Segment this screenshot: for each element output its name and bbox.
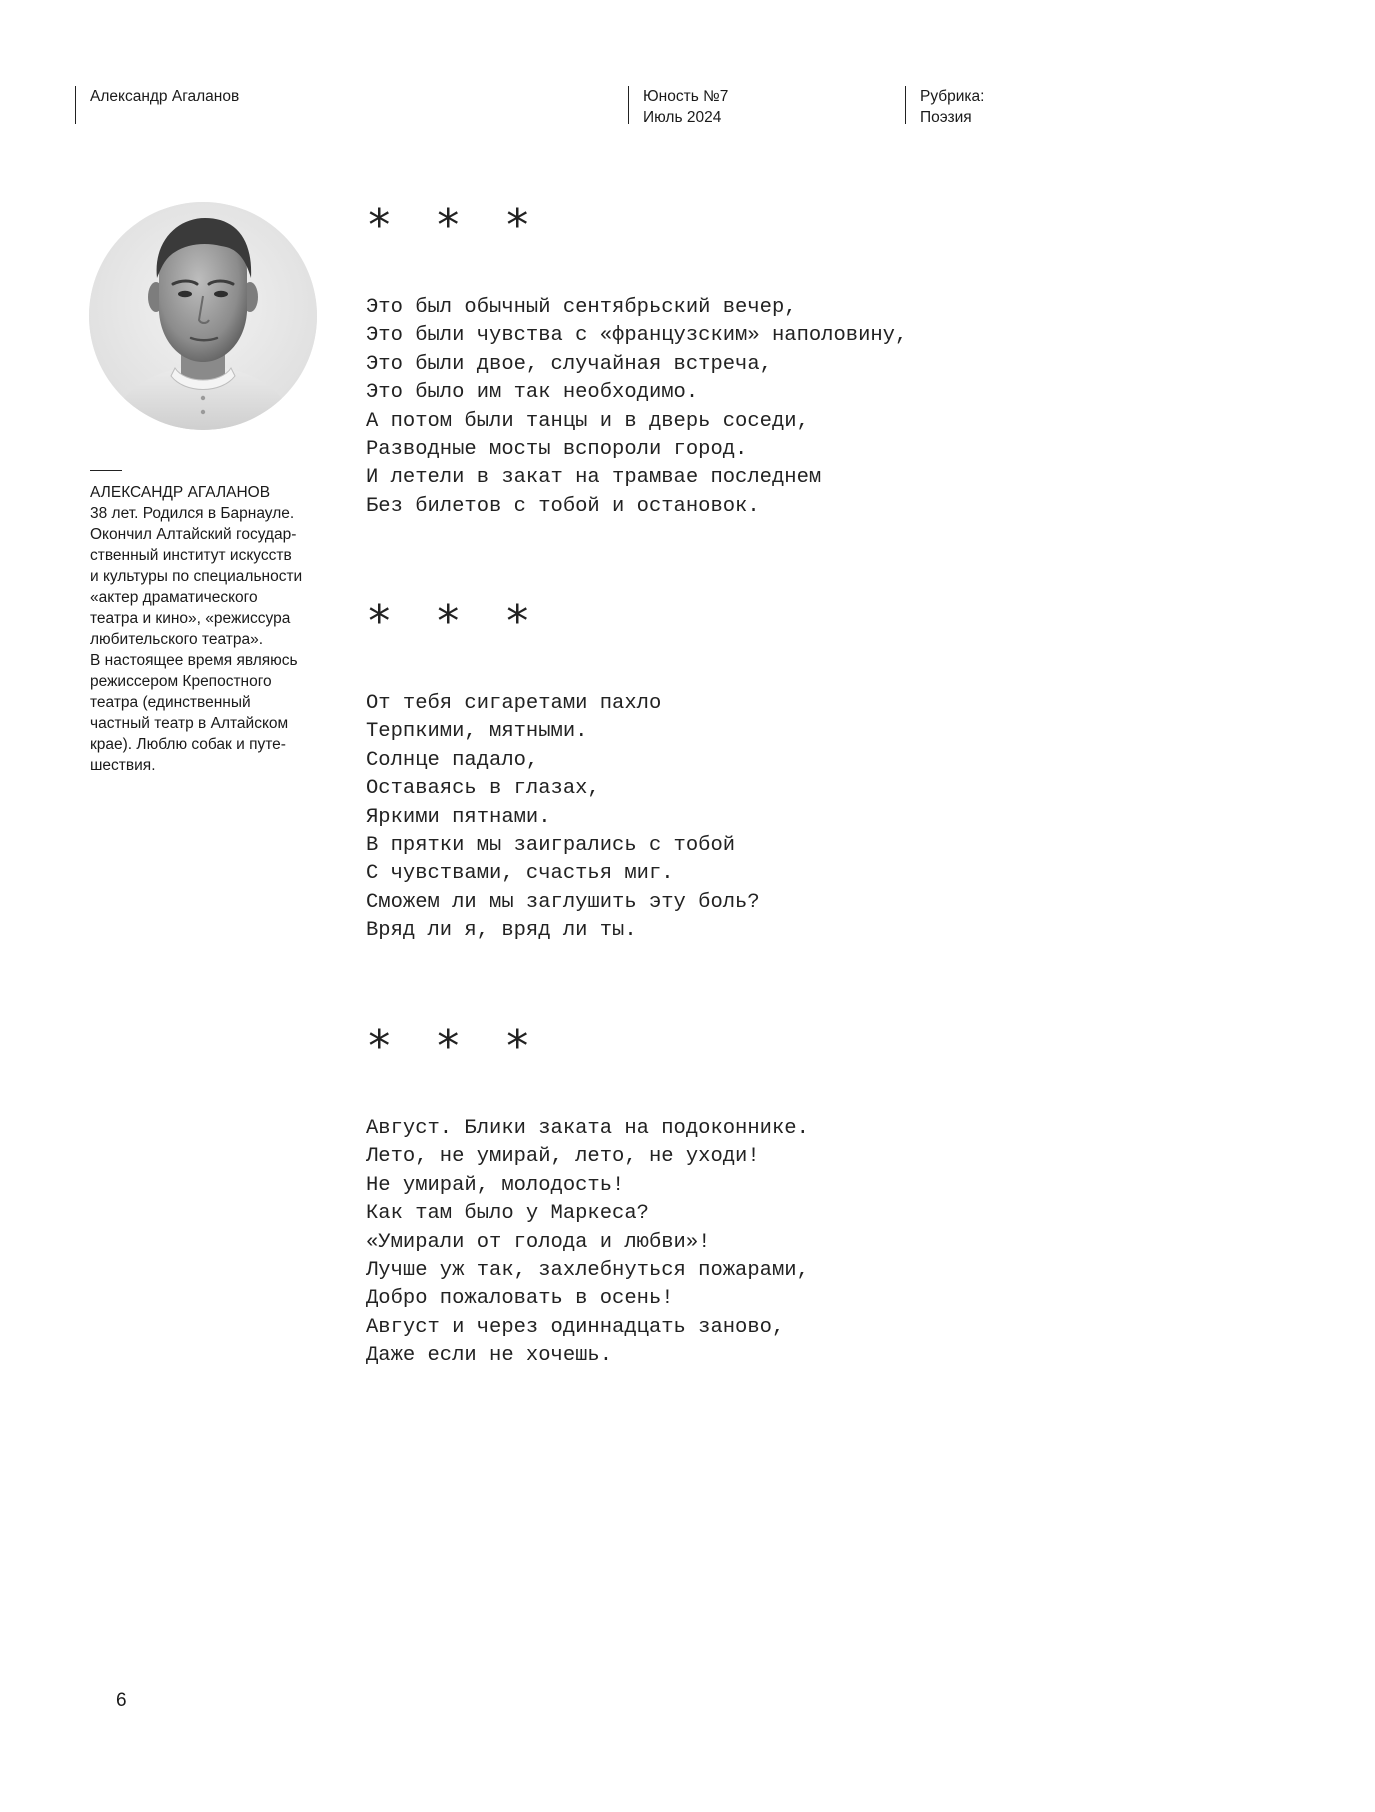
poem-line: И летели в закат на трамвае последнем [366,466,822,490]
bio-line: ственный институт искусств [90,547,292,564]
poem-line: Это был обычный сентябрьский вечер, [366,296,797,319]
author-photo [89,202,317,430]
poem-line: Вряд ли я, вряд ли ты. [366,919,637,943]
header-author-name: Александр Агаланов [90,88,240,105]
poem-line: Даже если не хочешь. [366,1344,613,1368]
bio-line: любительского театра». [90,631,264,648]
poem-line: Август и через одиннадцать заново, [366,1315,785,1339]
header-issue-date: Июль 2024 [643,109,722,126]
header-issue [628,86,728,124]
poem-line: Не умирай, молодость! [366,1173,625,1197]
poem-line: Как там было у Маркеса? [366,1202,649,1226]
poem-1-divider: * * * [366,200,539,251]
poem-1 [366,294,907,521]
poem-3 [366,1115,809,1371]
poem-line: А потом были танцы и в дверь соседи, [366,409,809,433]
poem-2 [366,690,760,946]
poem-line: Разводные мосты вспороли город. [366,438,748,462]
author-portrait-image [89,202,317,430]
header-rubric [905,86,984,124]
poem-line: Это были двое, случайная встреча, [366,352,772,376]
bio-name: АЛЕКСАНДР АГАЛАНОВ [90,484,271,501]
poem-line: Оставаясь в глазах, [366,777,600,801]
bio-line: Окончил Алтайский государ- [90,526,297,543]
poem-line: Это было им так необходимо. [366,381,699,405]
header-author [75,86,239,124]
bio-line: «актер драматического [90,589,258,606]
poem-line: Август. Блики заката на подоконнике. [366,1117,809,1140]
bio-line: театра и кино», «режиссура [90,610,291,627]
poem-line: Солнце падало, [366,748,539,772]
poem-line: Добро пожаловать в осень! [366,1287,674,1311]
poem-3-divider: * * * [366,1021,539,1072]
bio-line: крае). Люблю собак и путе- [90,736,286,753]
poem-line: Сможем ли мы заглушить эту боль? [366,890,760,914]
bio-line: театра (единственный [90,694,251,711]
bio-line: режиссером Крепостного [90,673,272,690]
bio-line: шествия. [90,757,156,774]
header-rubric-value: Поэзия [920,109,972,126]
poem-2-divider: * * * [366,596,539,647]
header-rubric-label: Рубрика: [920,88,985,105]
poem-line: Без билетов с тобой и остановок. [366,494,760,518]
bio-divider [90,470,122,471]
bio-line: и культуры по специальности [90,568,303,585]
poem-line: Лето, не умирай, лето, не уходи! [366,1145,760,1169]
poem-line: Это были чувства с «французским» наполовину, [366,324,908,348]
poem-line: Яркими пятнами. [366,805,551,829]
poem-line: Лучше уж так, захлебнуться пожарами, [366,1259,809,1283]
poem-line: В прятки мы заигрались с тобой [366,834,736,858]
header-issue-title: Юность №7 [643,88,729,105]
author-bio [90,482,340,776]
poem-line: Терпкими, мятными. [366,720,588,744]
bio-line: В настоящее время являюсь [90,652,298,669]
bio-line: частный театр в Алтайском [90,715,289,732]
poem-line: «Умирали от голода и любви»! [366,1230,711,1254]
page-number: 6 [116,1690,127,1711]
bio-line: 38 лет. Родился в Барнауле. [90,505,295,522]
poem-line: С чувствами, счастья миг. [366,862,674,886]
poem-line: От тебя сигаретами пахло [366,692,662,715]
